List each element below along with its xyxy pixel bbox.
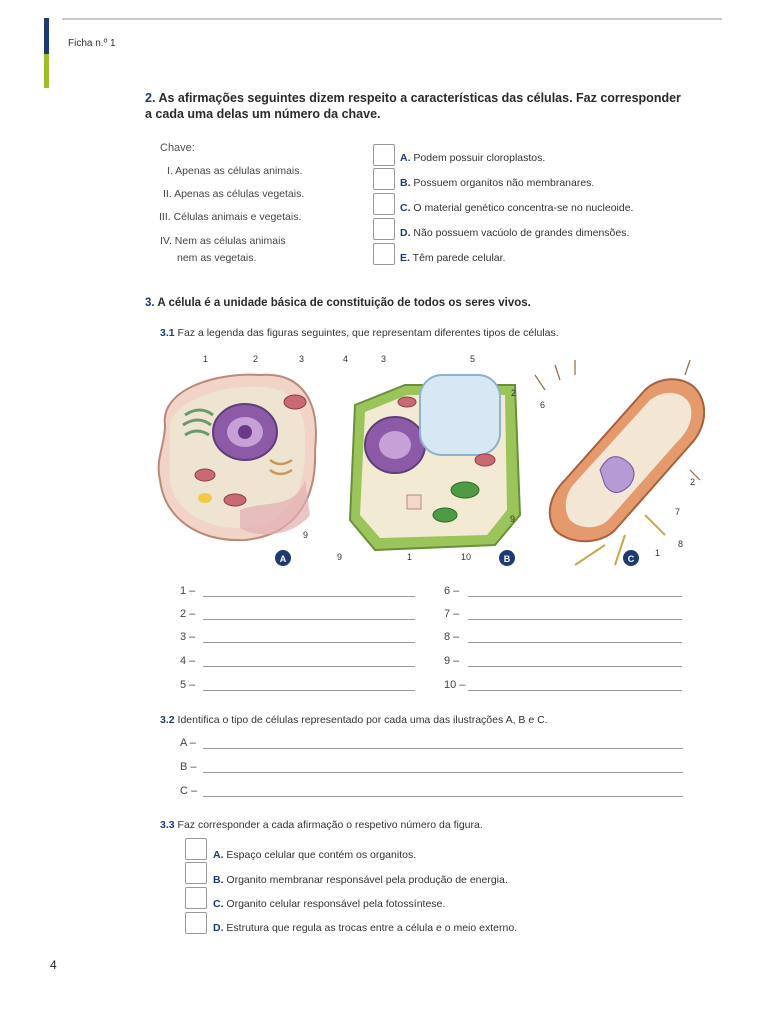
answer-box-e[interactable] [373,243,395,265]
fig-label: 2 [253,354,259,364]
statement-3-3-c: C. Organito celular responsável pela fotossíntese. [213,898,446,910]
legend-line-1[interactable] [203,596,415,597]
fig-label: 9 [510,514,516,524]
answer-box-b[interactable] [373,168,395,190]
legend-label: 6 – [444,585,460,597]
legend-label: 9 – [444,655,460,667]
fig-label: 1 [203,354,209,364]
question-3-text: A célula é a unidade básica de constituição de todos os seres vivos. [157,297,531,309]
legend-label: 2 – [180,608,196,620]
worksheet-label: Ficha n.º 1 [68,38,116,49]
header-rule [62,18,722,20]
question-3-2: 3.2 Identifica o tipo de células representado por cada uma das ilustrações A, B e C. [160,714,548,726]
header-bar-dark [44,18,49,54]
fig-label: 10 [461,552,472,562]
answer-box-3-3-c[interactable] [185,887,207,909]
fig-label: 7 [675,507,681,517]
legend-line-5[interactable] [203,690,415,691]
plant-cell-illustration [350,375,520,550]
legend-line-3[interactable] [203,642,415,643]
cell-type-label: C – [180,785,198,797]
question-3-3: 3.3 Faz corresponder a cada afirmação o respetivo número da figura. [160,819,483,831]
legend-label: 5 – [180,679,196,691]
legend-line-7[interactable] [468,619,682,620]
legend-label: 7 – [444,608,460,620]
legend-label: 10 – [444,679,466,691]
cell-type-label: A – [180,737,196,749]
legend-line-6[interactable] [468,596,682,597]
cell-type-line-c[interactable] [203,796,683,797]
fig-label: 8 [678,539,684,549]
legend-label: 8 – [444,631,460,643]
fig-label: 2 [511,388,517,398]
badge-a: A [279,554,287,564]
answer-box-3-3-a[interactable] [185,838,207,860]
legend-line-8[interactable] [468,642,682,643]
header-bar-green [44,54,49,88]
question-3-1: 3.1 Faz a legenda das figuras seguintes, que representam diferentes tipos de células. [160,327,559,339]
fig-label: 4 [343,354,349,364]
fig-label: 9 [337,552,343,562]
question-2-number: 2. [145,91,156,105]
statement-3-3-a: A. Espaço celular que contém os organitos. [213,849,417,861]
legend-label: 1 – [180,585,196,597]
fig-label: 1 [407,552,413,562]
key-item: IV. Nem as células animais [160,235,286,247]
animal-cell-illustration [159,375,316,540]
fig-label: 3 [299,354,305,364]
fig-label: 1 [655,548,661,558]
fig-label: 3 [381,354,387,364]
answer-box-3-3-b[interactable] [185,862,207,884]
question-2 [145,90,690,122]
cell-type-line-a[interactable] [203,748,683,749]
fig-label: 5 [470,354,476,364]
statement-a: A. Podem possuir cloroplastos. [400,152,546,164]
key-title: Chave: [160,142,195,154]
page-number: 4 [50,958,57,972]
fig-label: 2 [690,477,696,487]
statement-3-3-d: D. Estrutura que regula as trocas entre a célula e o meio externo. [213,922,518,934]
statement-e: E. Têm parede celular. [400,252,506,264]
answer-box-c[interactable] [373,193,395,215]
legend-line-9[interactable] [468,666,682,667]
statement-d: D. Não possuem vacúolo de grandes dimensões. [400,227,630,239]
answer-box-a[interactable] [373,144,395,166]
badge-b: B [503,554,511,564]
key-item: II. Apenas as células vegetais. [163,188,305,200]
question-3-number: 3. [145,297,155,309]
cell-diagram-figure [145,350,705,575]
answer-box-d[interactable] [373,218,395,240]
legend-label: 3 – [180,631,196,643]
legend-line-4[interactable] [203,666,415,667]
statement-c: C. O material genético concentra-se no nucleoide. [400,202,634,214]
answer-box-3-3-d[interactable] [185,912,207,934]
badge-c: C [627,554,635,564]
question-2-text: As afirmações seguintes dizem respeito a características das células. Faz corresponder a cada uma delas um número da chave. [145,91,681,121]
fig-label: 6 [540,400,546,410]
legend-line-2[interactable] [203,619,415,620]
legend-line-10[interactable] [468,690,682,691]
fig-label: 9 [303,530,309,540]
key-item: nem as vegetais. [177,252,257,264]
key-item: III. Células animais e vegetais. [159,211,302,223]
statement-3-3-b: B. Organito membranar responsável pela produção de energia. [213,874,508,886]
statement-b: B. Possuem organitos não membranares. [400,177,595,189]
prokaryotic-cell-illustration [535,360,705,565]
legend-label: 4 – [180,655,196,667]
cell-type-line-b[interactable] [203,772,683,773]
question-3 [145,297,531,309]
key-item: I. Apenas as células animais. [167,165,303,177]
cell-type-label: B – [180,761,197,773]
